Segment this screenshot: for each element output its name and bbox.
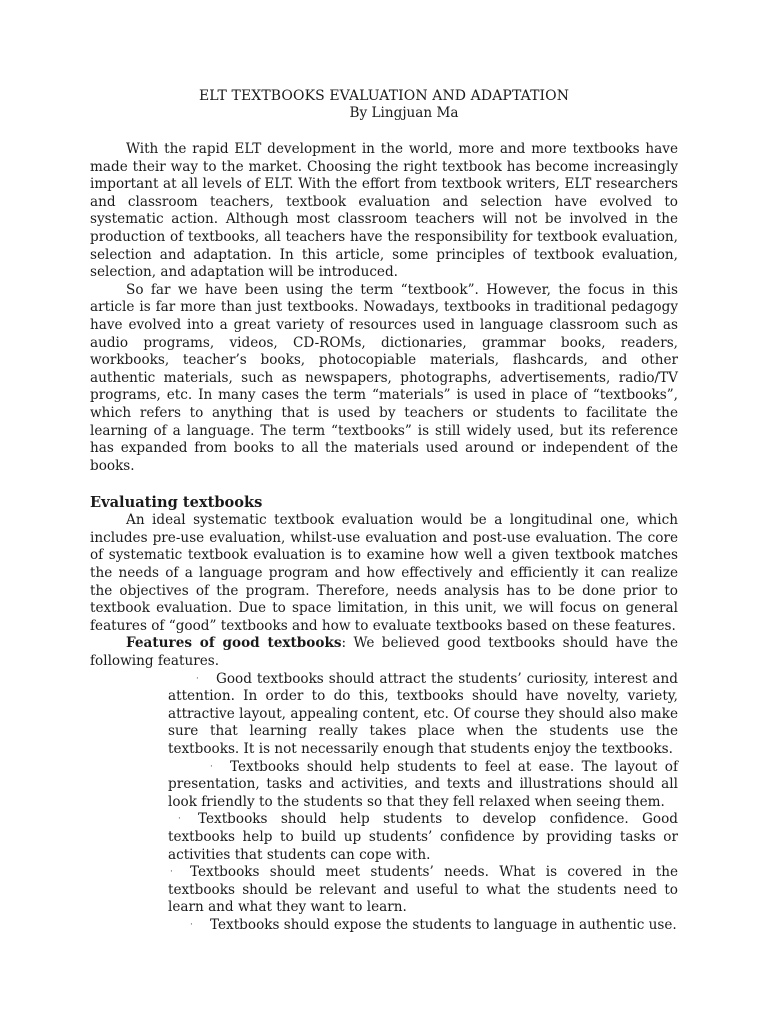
list-item-text: Good textbooks should attract the students’ curiosity, interest and attention. In order to do this, textbooks should have novelty, variety, attractive layout, appealing content, etc. Of course they should also make sure that learning really takes place when the students use the textbooks. It is not necessarily enough that students enjoy the textbooks.	[168, 670, 678, 757]
author-byline: By Lingjuan Ma	[349, 105, 459, 121]
list-item	[168, 811, 678, 864]
list-item	[168, 671, 678, 759]
features-intro	[90, 635, 678, 670]
list-item-text: Textbooks should meet students’ needs. What is covered in the textbooks should be relevant and useful to what the students need to learn and what they want to learn.	[168, 864, 678, 916]
bullet-mark: ·	[190, 919, 193, 930]
list-item	[168, 759, 678, 812]
features-lead: Features of good textbooks	[126, 635, 342, 652]
bullet-mark: ·	[178, 814, 181, 825]
bullet-mark: ·	[210, 761, 213, 772]
list-item-text: Textbooks should help students to develop confidence. Good textbooks help to build up students’ confidence by providing tasks or activities that students can cope with.	[168, 811, 678, 863]
evaluation-paragraph: An ideal systematic textbook evaluation would be a longitudinal one, which includes pre-use evaluation, whilst-use evaluation and post-use evaluation. The core of systematic textbook evaluation is to examine how well a given textbook matches the needs of a language program and how effectively and efficiently it can realize the objectives of the program. Therefore, needs analysis has to be done prior to textbook evaluation. Due to space limitation, in this unit, we will focus on general features of “good” textbooks and how to evaluate textbooks based on these features.	[90, 512, 678, 634]
intro-paragraph: With the rapid ELT development in the world, more and more textbooks have made their way to the market. Choosing the right textbook has become increasingly important at all levels of ELT. With the effort from textbook writers, ELT researchers and classroom teachers, textbook evaluation and selection have evolved to systematic action. Although most classroom teachers will not be involved in the production of textbooks, all teachers have the responsibility for textbook evaluation, selection and adaptation. In this article, some principles of textbook evaluation, selection, and adaptation will be introduced.	[90, 141, 678, 281]
section-heading: Evaluating textbooks	[90, 494, 263, 512]
list-item-text: Textbooks should help students to feel at ease. The layout of presentation, tasks and activities, and texts and illustrations should all look friendly to the students so that they fell relaxed when seeing them.	[168, 758, 678, 810]
bullet-mark: ·	[196, 673, 199, 684]
document-page	[90, 88, 678, 935]
document-title: ELT TEXTBOOKS EVALUATION AND ADAPTATION	[198, 88, 570, 104]
features-text: : We believed good textbooks should have the following features.	[90, 635, 678, 670]
list-item	[168, 917, 678, 935]
list-item	[168, 864, 678, 917]
textbook-term-paragraph: So far we have been using the term “textbook”. However, the focus in this article is far more than just textbooks. Nowadays, textbooks in traditional pedagogy have evolved into a great variety of resources used in language classroom such as audio programs, videos, CD-ROMs, dictionaries, grammar books, readers, workbooks, teacher’s books, photocopiable materials, flashcards, and other authentic materials, such as newspapers, photographs, advertisements, radio/TV programs, etc. In many cases the term “materials” is used in place of “textbooks”, which refers to anything that is used by teachers or students to facilitate the learning of a language. The term “textbooks” is still widely used, but its reference has expanded from books to all the materials used around or independent of the books.	[90, 281, 678, 474]
list-item-text: Textbooks should expose the students to language in authentic use.	[210, 916, 677, 933]
bullet-mark: ·	[170, 867, 173, 878]
